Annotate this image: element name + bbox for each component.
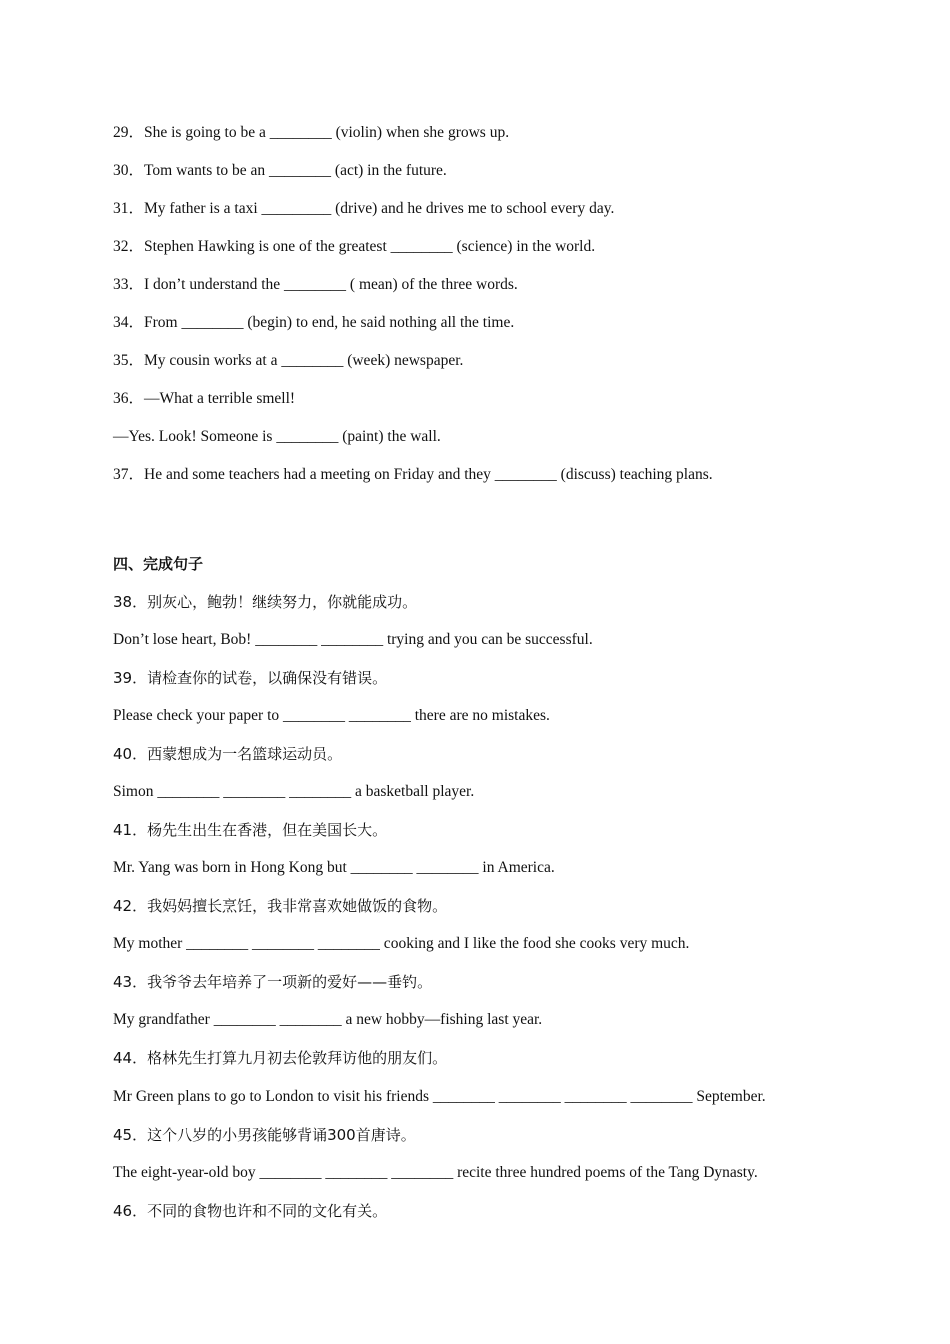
question-43-chinese: 43．我爷爷去年培养了一项新的爱好——垂钓。 — [113, 973, 433, 991]
question-41-chinese: 41．杨先生出生在香港，但在美国长大。 — [113, 821, 388, 839]
question-32: 32．Stephen Hawking is one of the greatest ________ (science) in the world. — [113, 238, 596, 255]
question-38-chinese: 38．别灰心，鲍勃！继续努力，你就能成功。 — [113, 593, 418, 611]
question-30: 30．Tom wants to be an ________ (act) in the future. — [113, 162, 447, 179]
question-33: 33．I don’t understand the ________ ( mean) of the three words. — [113, 276, 518, 293]
question-45-chinese: 45．这个八岁的小男孩能够背诵300首唐诗。 — [113, 1126, 416, 1144]
question-36-reply: —Yes. Look! Someone is ________ (paint) the wall. — [113, 428, 441, 445]
question-38-english: Don’t lose heart, Bob! ________ ________ trying and you can be successful. — [113, 631, 593, 648]
question-36-prompt: 36．—What a terrible smell! — [113, 390, 296, 407]
question-39-chinese: 39．请检查你的试卷，以确保没有错误。 — [113, 669, 388, 687]
question-46-chinese: 46．不同的食物也许和不同的文化有关。 — [113, 1202, 388, 1220]
section-heading: 四、完成句子 — [113, 555, 204, 573]
question-41-english: Mr. Yang was born in Hong Kong but ________ ________ in America. — [113, 859, 555, 876]
question-40-english: Simon ________ ________ ________ a basketball player. — [113, 783, 475, 800]
question-44-chinese: 44．格林先生打算九月初去伦敦拜访他的朋友们。 — [113, 1049, 448, 1067]
question-42-chinese: 42．我妈妈擅长烹饪，我非常喜欢她做饭的食物。 — [113, 897, 448, 915]
question-34: 34．From ________ (begin) to end, he said nothing all the time. — [113, 314, 515, 331]
question-31: 31．My father is a taxi _________ (drive) and he drives me to school every day. — [113, 200, 615, 217]
question-37: 37．He and some teachers had a meeting on Friday and they ________ (discuss) teaching plans. — [113, 466, 713, 483]
question-45-english: The eight-year-old boy ________ ________ ________ recite three hundred poems of the Tang Dynasty. — [113, 1164, 758, 1181]
question-42-english: My mother ________ ________ ________ cooking and I like the food she cooks very much. — [113, 935, 690, 952]
question-44-english: Mr Green plans to go to London to visit his friends ________ ________ ________ ________ September. — [113, 1088, 766, 1105]
question-40-chinese: 40．西蒙想成为一名篮球运动员。 — [113, 745, 343, 763]
question-43-english: My grandfather ________ ________ a new hobby—fishing last year. — [113, 1011, 543, 1028]
question-35: 35．My cousin works at a ________ (week) newspaper. — [113, 352, 464, 369]
question-39-english: Please check your paper to ________ ________ there are no mistakes. — [113, 707, 550, 724]
question-29: 29．She is going to be a ________ (violin) when she grows up. — [113, 124, 510, 141]
